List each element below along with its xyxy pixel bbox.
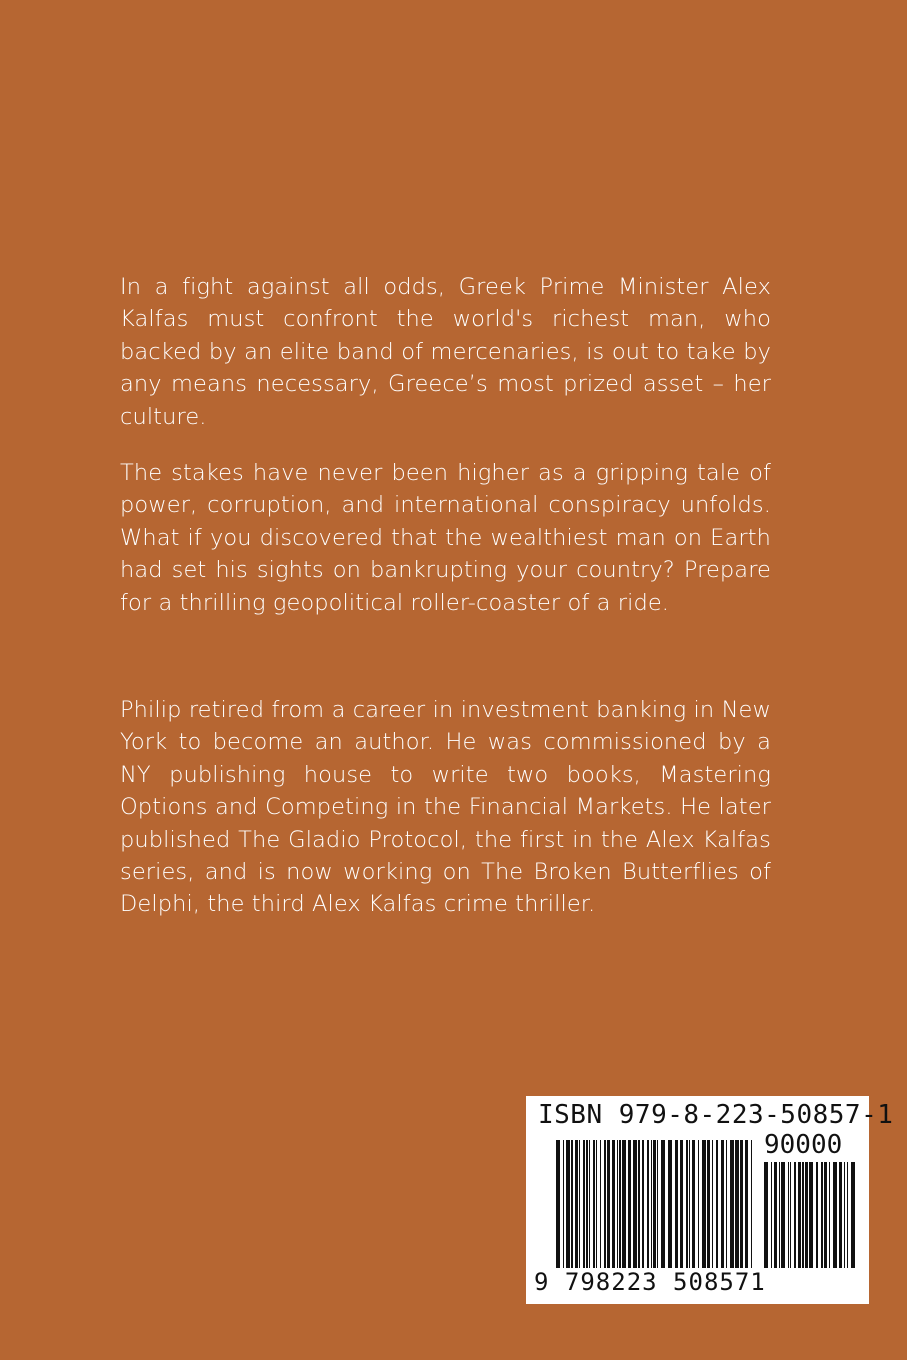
- ean-bar: [735, 1140, 739, 1268]
- ean-bar: [686, 1140, 688, 1268]
- ean-bar: [617, 1140, 618, 1268]
- addon-bar: [790, 1162, 791, 1268]
- ean-digits: 9 798223 508571: [534, 1268, 766, 1296]
- isbn-label: ISBN 979-8-223-50857-1: [538, 1100, 894, 1130]
- addon-bar: [824, 1162, 827, 1268]
- isbn-barcode-box: [526, 1096, 894, 1304]
- addon-bar: [802, 1162, 804, 1268]
- ean-bar: [604, 1140, 606, 1268]
- ean-bar: [633, 1140, 637, 1268]
- addon-bar: [844, 1162, 845, 1268]
- price-code: 90000: [764, 1130, 843, 1160]
- addon-bar: [833, 1162, 837, 1268]
- ean-bar: [653, 1140, 656, 1268]
- addon-bar: [809, 1162, 813, 1268]
- ean-bar: [600, 1140, 601, 1268]
- ean-bar: [593, 1140, 595, 1268]
- ean-bar: [589, 1140, 590, 1268]
- addon-bar: [851, 1162, 855, 1268]
- addon-bar: [829, 1162, 830, 1268]
- ean-bar: [680, 1140, 683, 1268]
- addon-bar: [788, 1162, 789, 1268]
- ean-bar: [661, 1140, 665, 1268]
- ean-bar: [751, 1140, 752, 1268]
- ean-bar: [579, 1140, 580, 1268]
- ean-bar: [689, 1140, 690, 1268]
- addon-bar: [847, 1162, 848, 1268]
- ean-bar: [575, 1140, 578, 1268]
- addon-bar: [798, 1162, 801, 1268]
- ean-bar: [628, 1140, 631, 1268]
- ean-bar: [707, 1140, 710, 1268]
- ean-bar: [657, 1140, 658, 1268]
- ean-bar: [596, 1140, 597, 1268]
- ean-bar: [622, 1140, 626, 1268]
- ean-bar: [612, 1140, 615, 1268]
- ean-bar: [619, 1140, 621, 1268]
- addon-bar: [794, 1162, 796, 1268]
- ean-bar: [651, 1140, 652, 1268]
- ean-bar: [740, 1140, 743, 1268]
- author-bio-paragraph: Philip retired from a career in investment banking in New York to become an author. He was commissioned by a NY publishing house to write two books, Mastering Options and Competing in the Financial Markets. He later published The Gladio Protocol, the first in the Alex Kalfas series, and is now working on The Broken Butterflies of Delphi, the third Alex Kalfas crime thriller.: [120, 697, 771, 918]
- ean-bar: [698, 1140, 699, 1268]
- ean-bar: [668, 1140, 672, 1268]
- addon-bar: [779, 1162, 780, 1268]
- ean-bar: [745, 1140, 748, 1268]
- ean-bar: [702, 1140, 706, 1268]
- ean-bar: [638, 1140, 640, 1268]
- ean-bar: [566, 1140, 570, 1268]
- ean-bar: [712, 1140, 713, 1268]
- addon-bar: [771, 1162, 772, 1268]
- ean-bar: [556, 1140, 560, 1268]
- addon-bar: [781, 1162, 785, 1268]
- ean-bar: [721, 1140, 724, 1268]
- ean-bar: [675, 1140, 678, 1268]
- addon-bar: [816, 1162, 818, 1268]
- addon-bar: [821, 1162, 823, 1268]
- synopsis-paragraph-1: In a fight against all odds, Greek Prime Minister Alex Kalfas must confront the world's richest man, who backed by an elite band of mercenaries, is out to take by any means necessary, Greece’s most prized asset – her culture.: [120, 274, 771, 430]
- addon-bar: [805, 1162, 808, 1268]
- ean-bar: [642, 1140, 644, 1268]
- addon-bar: [774, 1162, 777, 1268]
- ean-bar: [647, 1140, 649, 1268]
- synopsis-paragraph-2: The stakes have never been higher as a gripping tale of power, corruption, and international conspiracy unfolds. What if you discovered that the wealthiest man on Earth had set his sights on bankrupting your country? Prepare for a thrilling geopolitical roller-coaster of a ride.: [120, 460, 771, 616]
- ean-bar: [586, 1140, 588, 1268]
- ean-bar: [583, 1140, 585, 1268]
- ean-bar: [692, 1140, 695, 1268]
- ean-bar: [607, 1140, 610, 1268]
- addon-bar: [839, 1162, 842, 1268]
- ean-bar: [571, 1140, 573, 1268]
- addon-bar: [764, 1162, 768, 1268]
- ean-bar: [730, 1140, 734, 1268]
- ean-bar: [726, 1140, 727, 1268]
- ean-bar: [716, 1140, 718, 1268]
- ean-bar: [563, 1140, 564, 1268]
